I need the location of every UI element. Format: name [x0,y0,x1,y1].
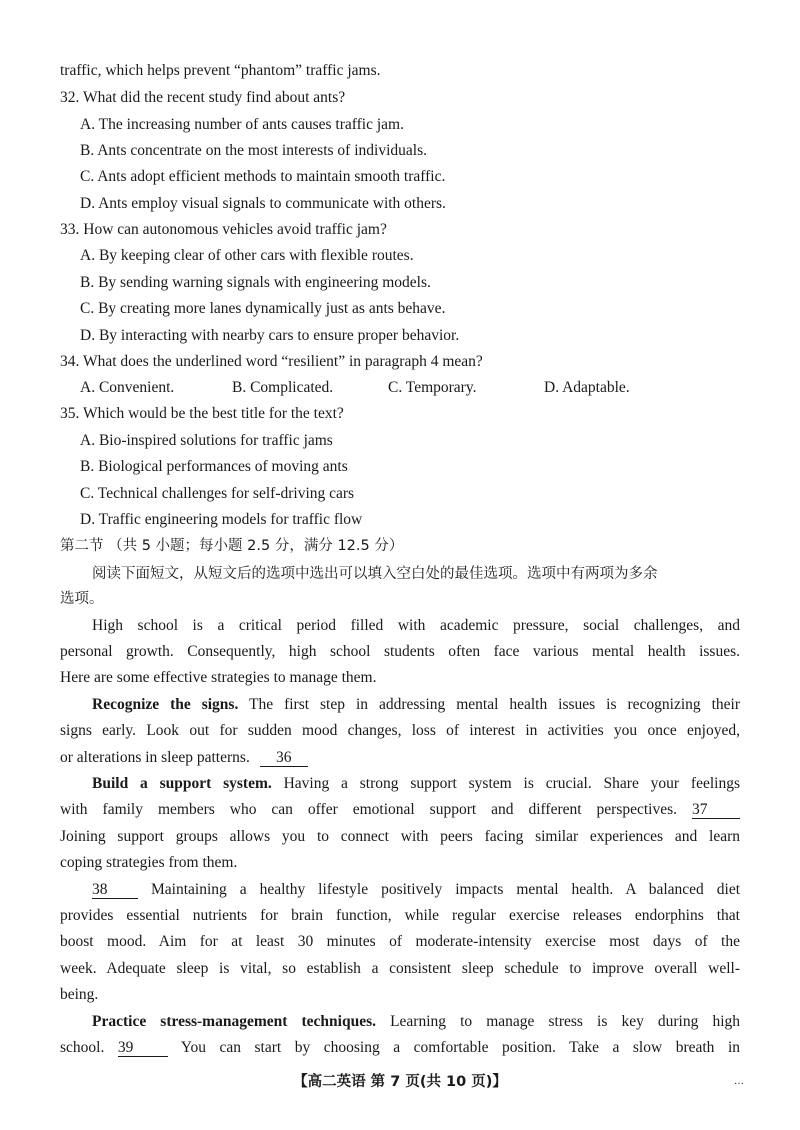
passage-p1-line-3: Here are some effective strategies to manage them. [60,669,377,686]
corner-mark: … [734,1076,744,1087]
passage-p5-line-2-text: You can start by choosing a comfortable position. Take a slow breath in [180,1039,741,1056]
passage-p4-line-2: provides essential nutrients for brain function, while regular exercise releases endorphins that [60,907,740,924]
section-2-instructions-line-2: 选项。 [60,591,104,607]
passage-p5-line-1-text: Learning to manage stress is key during high [390,1013,740,1030]
passage-p2-heading: Recognize the signs. [92,696,239,713]
question-33-option-d: D. By interacting with nearby cars to ensure proper behavior. [80,327,460,344]
passage-p1-line-1: High school is a critical period filled with academic pressure, social challenges, and [92,617,740,634]
blank-38[interactable]: 38 [92,882,138,899]
passage-p2-line-3-text: or alterations in sleep patterns. [60,749,250,766]
question-34-options [0,379,800,397]
passage-p3-line-2-text: with family members who can offer emotional support and different perspectives. [60,801,678,818]
question-32-stem: 32. What did the recent study find about ants? [60,89,346,106]
question-35-option-b: B. Biological performances of moving ants [80,458,348,475]
passage-p3-line-1-text: Having a strong support system is crucial. Share your feelings [283,775,740,792]
passage-p5-line-1 [92,1013,740,1031]
passage-p2-line-1-text: The first step in addressing mental health issues is recognizing their [249,696,740,713]
passage-p1-line-2: personal growth. Consequently, high school students often face various mental health issues. [60,643,740,660]
passage-p5-line-2 [60,1039,740,1057]
passage-continuation: traffic, which helps prevent “phantom” traffic jams. [60,62,381,79]
passage-p4-line-1 [92,881,740,899]
question-34-option-c: C. Temporary. [388,379,477,396]
question-34-option-b: B. Complicated. [232,379,334,396]
question-35-option-a: A. Bio-inspired solutions for traffic jams [80,432,333,449]
blank-36[interactable]: 36 [260,750,308,767]
question-33-option-b: B. By sending warning signals with engineering models. [80,274,431,291]
page-footer: 【高二英语 第 7 页(共 10 页)】 [293,1074,507,1090]
question-35-stem: 35. Which would be the best title for the text? [60,405,344,422]
question-33-stem: 33. How can autonomous vehicles avoid traffic jam? [60,221,387,238]
passage-p4-line-3: boost mood. Aim for at least 30 minutes of moderate-intensity exercise most days of the [60,933,740,950]
question-32-option-c: C. Ants adopt efficient methods to maintain smooth traffic. [80,168,446,185]
question-32-option-d: D. Ants employ visual signals to communicate with others. [80,195,446,212]
question-32-option-b: B. Ants concentrate on the most interests of individuals. [80,142,427,159]
passage-p2-line-1 [92,696,740,714]
passage-p4-line-4: week. Adequate sleep is vital, so establish a consistent sleep schedule to improve overall well- [60,960,740,977]
blank-37[interactable]: 37 [692,802,740,819]
passage-p3-line-1 [92,775,740,793]
passage-p3-heading: Build a support system. [92,775,272,792]
blank-39[interactable]: 39 [118,1040,168,1057]
passage-p4-line-1-text: Maintaining a healthy lifestyle positively impacts mental health. A balanced diet [150,881,740,898]
section-2-heading: 第二节 （共 5 小题；每小题 2.5 分，满分 12.5 分） [60,538,404,554]
passage-p3-line-3: Joining support groups allows you to connect with peers facing similar experiences and learn [60,828,740,845]
passage-p4-line-5: being. [60,986,99,1003]
question-34-option-d: D. Adaptable. [544,379,630,396]
passage-p2-line-3 [60,749,308,767]
passage-p5-heading: Practice stress-management techniques. [92,1013,376,1030]
question-32-option-a: A. The increasing number of ants causes traffic jam. [80,116,404,133]
question-34-option-a: A. Convenient. [80,379,175,396]
passage-p5-line-2-start: school. [60,1039,105,1056]
section-2-instructions-line-1: 阅读下面短文，从短文后的选项中选出可以填入空白处的最佳选项。选项中有两项为多余 [92,566,658,582]
passage-p2-line-2: signs early. Look out for sudden mood changes, loss of interest in activities you once enjoyed, [60,722,740,739]
passage-p3-line-2 [60,801,740,819]
question-35-option-c: C. Technical challenges for self-driving cars [80,485,355,502]
passage-p3-line-4: coping strategies from them. [60,854,238,871]
question-33-option-c: C. By creating more lanes dynamically just as ants behave. [80,300,446,317]
question-35-option-d: D. Traffic engineering models for traffic flow [80,511,363,528]
question-33-option-a: A. By keeping clear of other cars with flexible routes. [80,247,414,264]
question-34-stem: 34. What does the underlined word “resilient” in paragraph 4 mean? [60,353,483,370]
